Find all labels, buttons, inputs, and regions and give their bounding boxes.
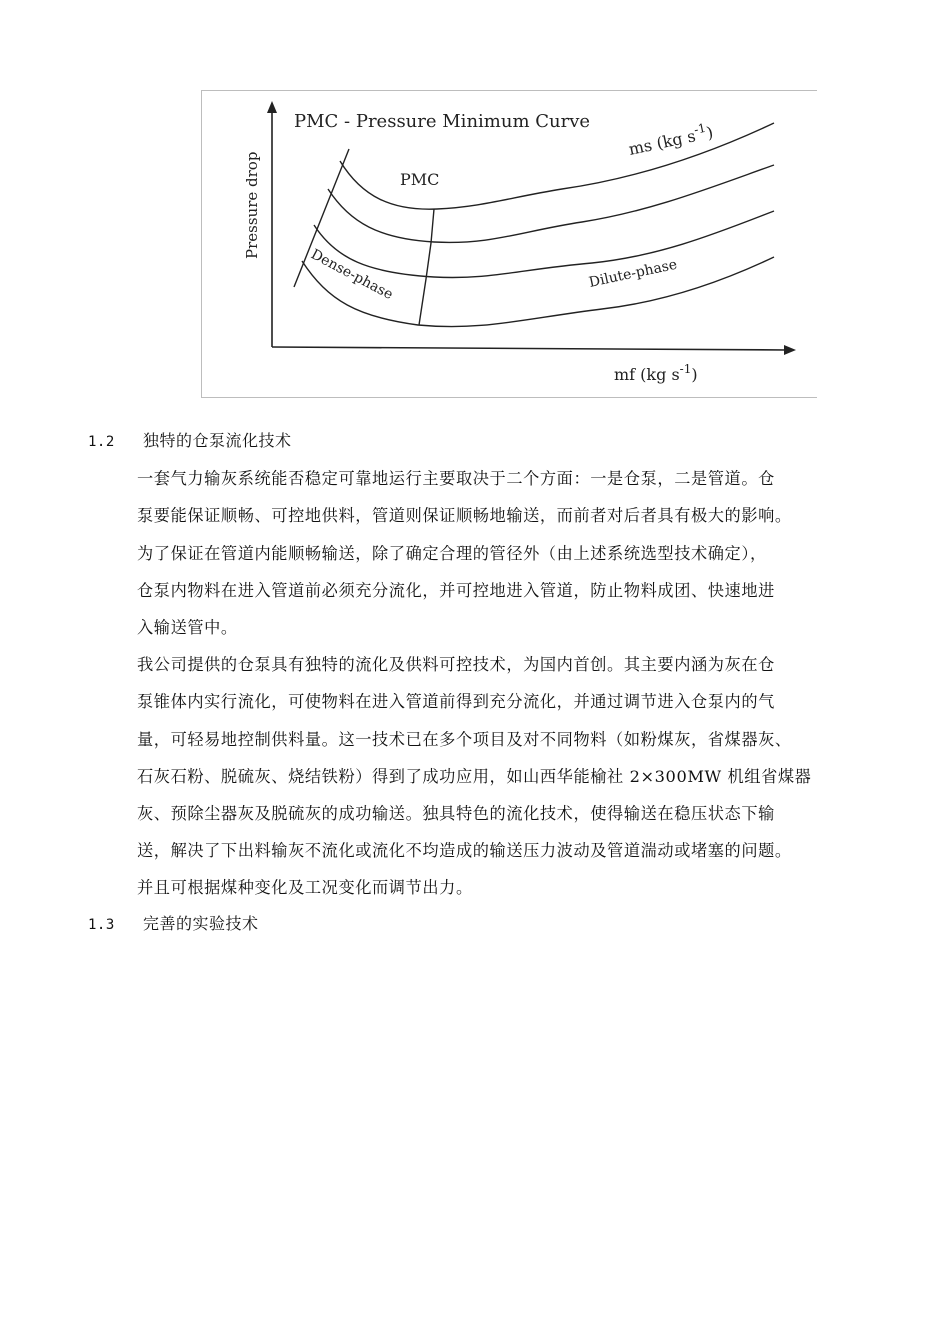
paragraph-line: 泵要能保证顺畅、可控地供料，管道则保证顺畅地输送，而前者对后者具有极大的影响。 — [137, 506, 792, 525]
series-label-exp: -1 — [692, 120, 708, 137]
paragraph-line: 送，解决了下出料输灰不流化或流化不均造成的输送压力波动及管道湍动或堵塞的问题。 — [137, 841, 792, 860]
y-axis-label: Pressure drop — [243, 151, 261, 259]
pmc-label: PMC — [400, 170, 440, 189]
paragraph-line: 并且可根据煤种变化及工况变化而调节出力。 — [137, 878, 473, 897]
pressure-drop-figure — [201, 90, 817, 398]
paragraph-line: 灰、预除尘器灰及脱硫灰的成功输送。独具特色的流化技术，使得输送在稳压状态下输 — [137, 804, 775, 823]
paragraph-line: 为了保证在管道内能顺畅输送，除了确定合理的管径外（由上述系统选型技术确定）， — [137, 544, 767, 563]
figure-title: PMC - Pressure Minimum Curve — [294, 111, 591, 132]
section-1-3-heading — [88, 911, 259, 934]
paragraph-line: 量，可轻易地控制供料量。这一技术已在多个项目及对不同物料（如粉煤灰，省煤器灰、 — [137, 730, 792, 749]
y-axis-arrow — [267, 101, 277, 113]
dilute-phase-label: Dilute-phase — [587, 256, 679, 291]
paragraph-line: 石灰石粉、脱硫灰、烧结铁粉）得到了成功应用，如山西华能榆社 2×300MW 机组省煤器 — [137, 767, 812, 786]
x-axis-label-close: ) — [691, 365, 698, 384]
section-1-2-heading — [88, 428, 292, 451]
paragraph-line: 仓泵内物料在进入管道前必须充分流化，并可控地进入管道，防止物料成团、快速地进 — [137, 581, 775, 600]
x-axis-arrow — [784, 345, 796, 355]
paragraph-line: 一套气力输灰系统能否稳定可靠地运行主要取决于二个方面：一是仓泵，二是管道。仓 — [137, 469, 775, 488]
pressure-drop-diagram — [202, 91, 818, 399]
section-number: 1.3 — [88, 917, 115, 933]
dense-phase-label: Dense-phase — [308, 246, 396, 304]
paragraph-line: 泵锥体内实行流化，可使物料在进入管道前得到充分流化，并通过调节进入仓泵内的气 — [137, 692, 775, 711]
x-axis-label-exp: -1 — [679, 362, 692, 376]
paragraph-line: 我公司提供的仓泵具有独特的流化及供料可控技术，为国内首创。其主要内涵为灰在仓 — [137, 655, 775, 674]
x-axis-label-main: mf (kg s — [614, 365, 680, 384]
section-title: 独特的仓泵流化技术 — [143, 431, 292, 450]
series-label-main: ms (kg s — [626, 126, 698, 159]
series-label-close: ) — [704, 122, 715, 143]
curve-3 — [314, 211, 774, 278]
curve-2 — [328, 165, 774, 242]
pmc-line — [419, 209, 434, 325]
section-number: 1.2 — [88, 434, 115, 450]
paragraph-line: 入输送管中。 — [137, 618, 238, 637]
x-axis-label — [614, 362, 698, 384]
section-title: 完善的实验技术 — [143, 914, 259, 933]
x-axis — [272, 347, 787, 350]
